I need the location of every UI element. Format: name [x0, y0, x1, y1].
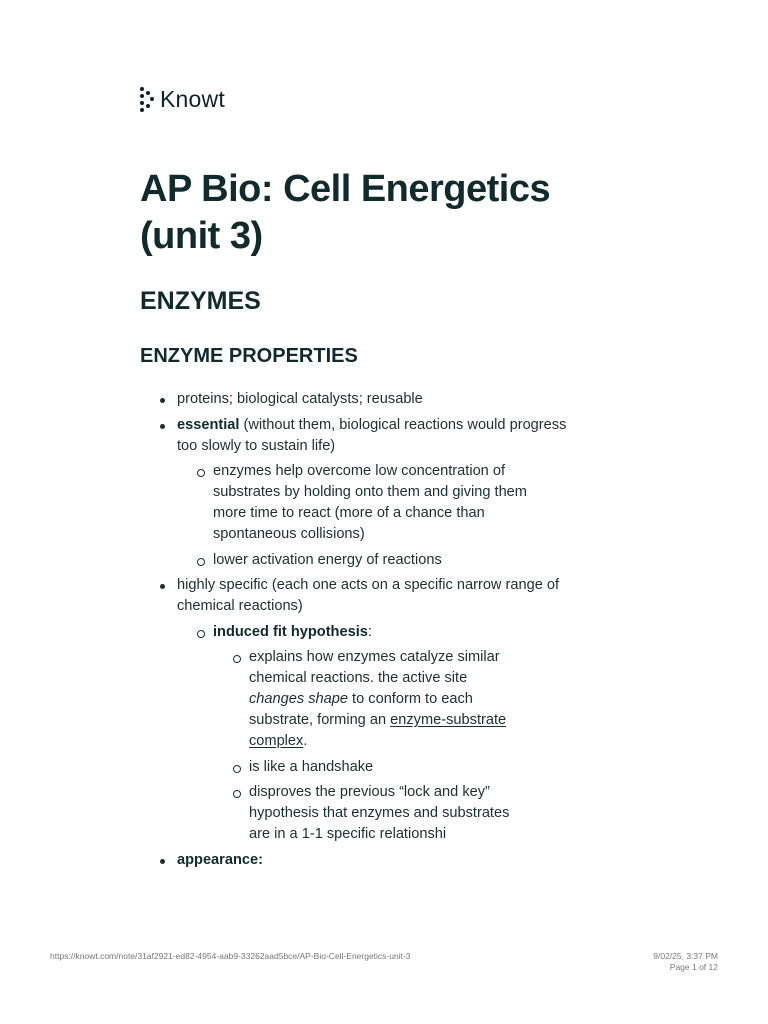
list-item: proteins; biological catalysts; reusable	[140, 389, 580, 410]
brand-logo	[140, 86, 225, 113]
list-item: is like a handshake	[213, 757, 580, 778]
page-title: AP Bio: Cell Energetics (unit 3)	[140, 168, 551, 257]
footer-url: https://knowt.com/note/31af2921-ed82-4954-aab9-33262aad5bce/AP-Bio-Cell-Energetics-unit-3	[50, 951, 411, 961]
bold-term: appearance:	[177, 851, 263, 868]
knowt-logo-icon	[140, 87, 154, 113]
enzyme-substrate-link[interactable]: enzyme-substrate complex	[249, 712, 507, 749]
bold-term: essential	[177, 416, 240, 433]
footer-meta	[653, 951, 718, 973]
subsection-heading: ENZYME PROPERTIES	[140, 345, 358, 367]
list-item: disproves the previous “lock and key” hypothesis that enzymes and substrates are in a 1-1 specific relationshi	[213, 782, 513, 845]
note-content	[140, 389, 580, 875]
sub-sub-list	[213, 647, 580, 845]
italic-term: changes shape	[249, 691, 348, 707]
footer-datetime: 9/02/25, 3:37 PM	[653, 951, 718, 961]
bullet-list	[140, 389, 580, 871]
sub-list	[177, 622, 580, 846]
list-item: essential (without them, biological reactions would progress too slowly to sustain life) enzymes help overcome low concentration of substrates by holding onto them and giving them more time to react (more of a chance than spontaneous collisions) lower activation energy of reactions	[140, 415, 580, 571]
brand-name: Knowt	[160, 86, 225, 112]
footer-page-number: Page 1 of 12	[669, 962, 718, 972]
list-item: induced fit hypothesis: explains how enzymes catalyze similar chemical reactions. the active site changes shape to conform to each substrate, forming an enzyme-substrate complex. is like a handshake disproves the previous “lock and key” hypothesis that enzymes and substrates are in a 1-1 specific relationshi	[177, 622, 580, 846]
bold-term: induced fit hypothesis	[213, 623, 368, 640]
section-heading: ENZYMES	[140, 287, 261, 315]
list-item: enzymes help overcome low concentration of substrates by holding onto them and giving them more time to react (more of a chance than spontaneous collisions)	[177, 461, 547, 545]
list-item: explains how enzymes catalyze similar chemical reactions. the active site changes shape to conform to each substrate, forming an enzyme-substrate complex.	[213, 647, 515, 752]
list-item	[140, 850, 580, 871]
list-item: lower activation energy of reactions	[177, 550, 580, 571]
sub-list	[177, 461, 580, 571]
list-item: highly specific (each one acts on a specific narrow range of chemical reactions) induced fit hypothesis: explains how enzymes catalyze similar chemical reactions. the active site changes shape to conform to each substrate, forming an enzyme-substrate complex. is like a handshake disproves the previous “lock and key” hypothesis that enzymes and substrates are in a 1-1 specific relationshi	[140, 575, 580, 845]
